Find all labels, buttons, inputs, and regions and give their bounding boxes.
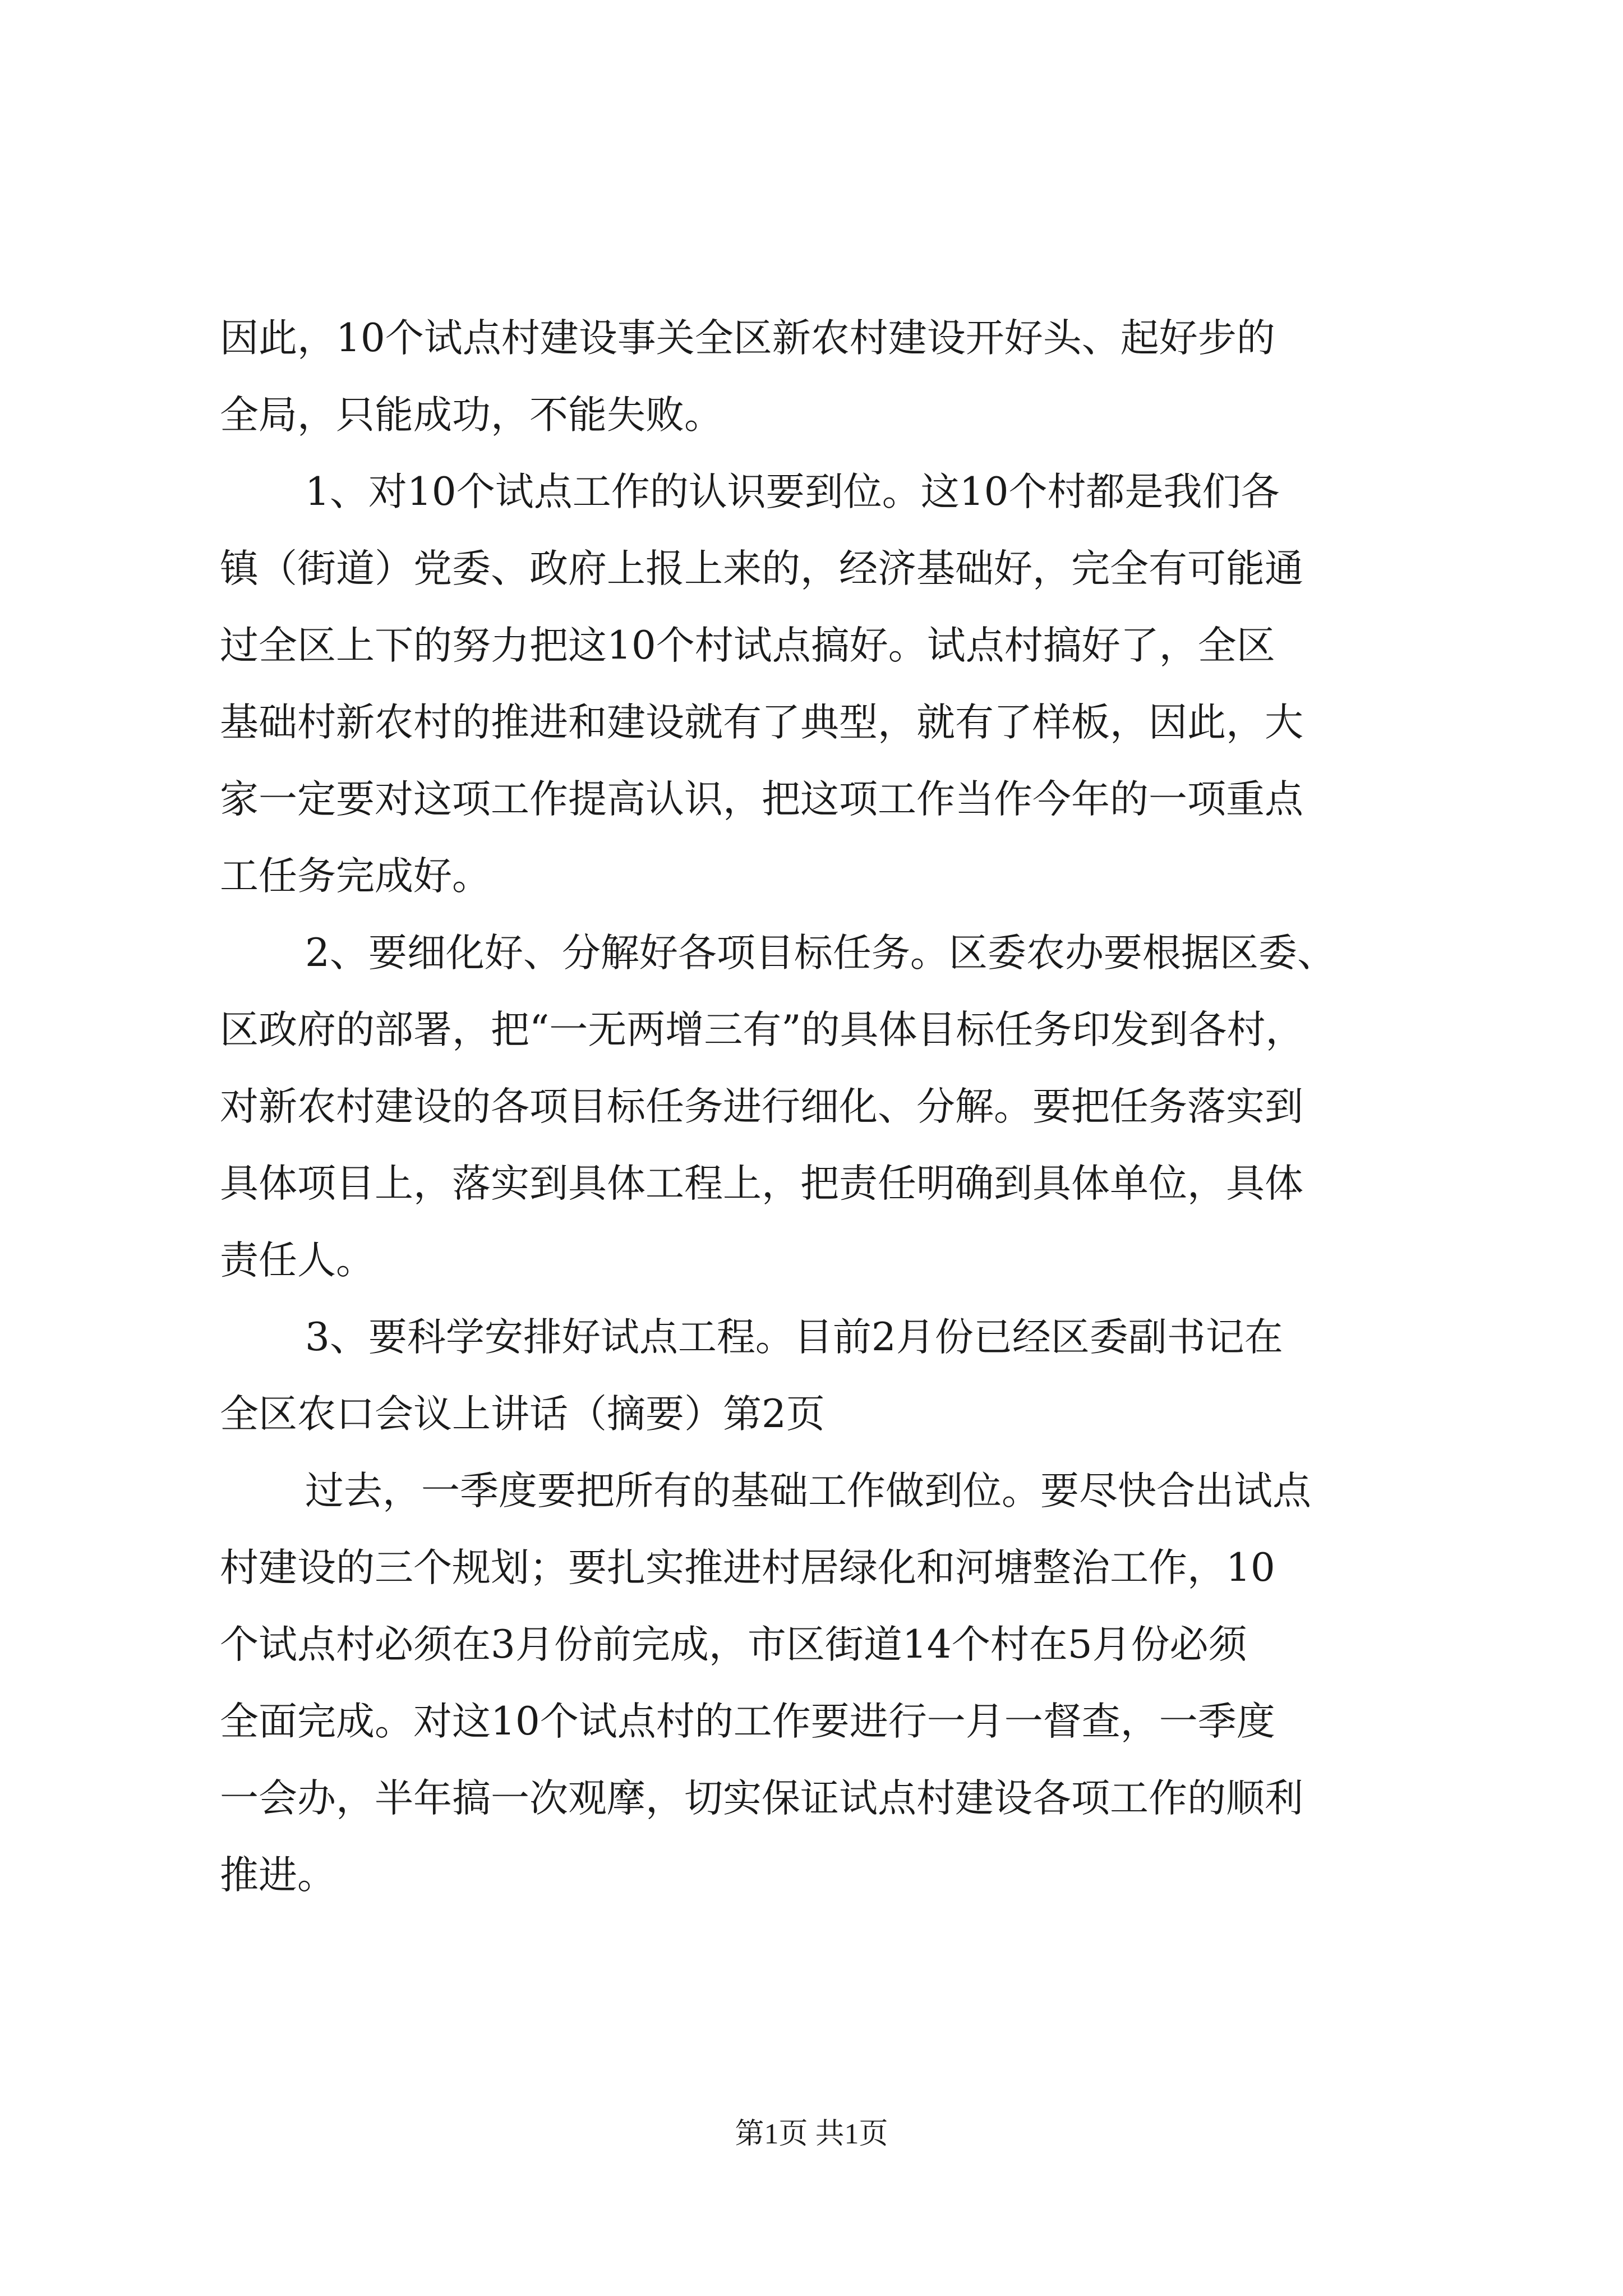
body-text [220,300,1427,1914]
text-line: 推进。 [220,1853,336,1898]
text-line: 责任人。 [220,1238,375,1283]
text-line: 全面完成。对这10个试点村的工作要进行一月一督查，一季度 [220,1699,1275,1744]
text-line: 一会办，半年搞一次观摩，切实保证试点村建设各项工作的顺利 [220,1776,1303,1821]
text-line: 全局，只能成功，不能失败。 [220,393,723,438]
text-line: 家一定要对这项工作提高认识，把这项工作当作今年的一项重点 [220,777,1303,822]
paragraph-line-1: 1、对10个试点工作的认识要到位。这10个村都是我们各 [305,470,1280,514]
paragraph-line-3: 3、要科学安排好试点工程。目前2月份已经区委副书记在 [305,1315,1283,1360]
text-line: 区政府的部署，把“一无两增三有”的具体目标任务印发到各村， [220,1007,1304,1052]
text-line: 个试点村必须在3月份前完成，市区街道14个村在5月份必须 [220,1622,1247,1667]
text-line: 全区农口会议上讲话（摘要）第2页 [220,1392,825,1437]
text-line: 对新农村建设的各项目标任务进行细化、分解。要把任务落实到 [220,1084,1303,1129]
text-line: 工任务完成好。 [220,854,491,899]
page-footer: 第1页 共1页 [735,2118,888,2150]
text-line: 基础村新农村的推进和建设就有了典型，就有了样板，因此，大 [220,700,1303,745]
paragraph-line-4: 过去，一季度要把所有的基础工作做到位。要尽快合出试点 [305,1469,1311,1513]
text-line: 具体项目上，落实到具体工程上，把责任明确到具体单位，具体 [220,1161,1303,1206]
paragraph-line-2: 2、要细化好、分解好各项目标任务。区委农办要根据区委、 [305,931,1336,976]
text-line: 因此，10个试点村建设事关全区新农村建设开好头、起好步的 [220,316,1275,361]
text-line: 镇（街道）党委、政府上报上来的，经济基础好，完全有可能通 [220,546,1303,591]
text-line: 村建设的三个规划；要扎实推进村居绿化和河塘整治工作，10 [220,1545,1275,1590]
text-line: 过全区上下的努力把这10个村试点搞好。试点村搞好了，全区 [220,623,1275,668]
